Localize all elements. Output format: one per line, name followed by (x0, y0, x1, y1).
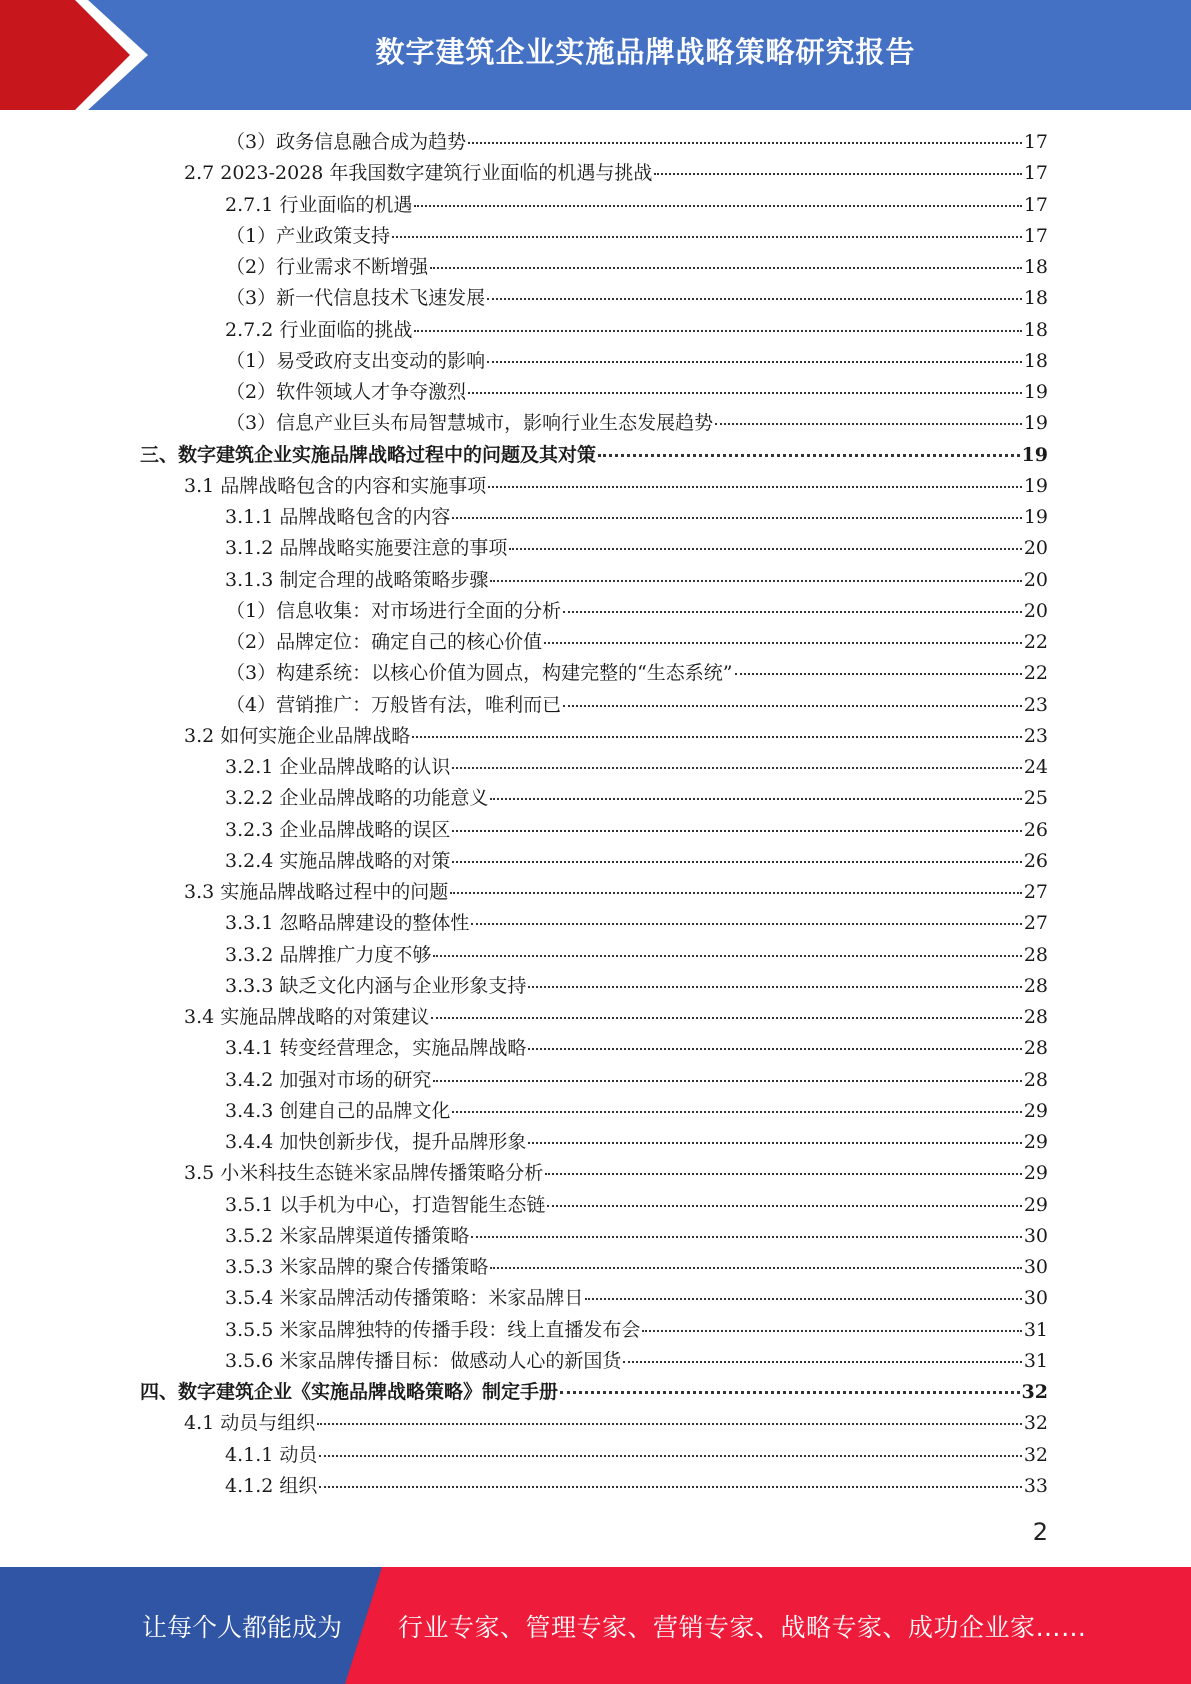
toc-entry-title: （3）新一代信息技术飞速发展 (226, 287, 486, 310)
toc-entry[interactable] (140, 190, 1048, 221)
toc-entry[interactable] (140, 658, 1048, 689)
toc-entry[interactable] (140, 315, 1048, 346)
toc-entry-page: 19 (1023, 412, 1048, 435)
toc-dot-leader (544, 642, 1022, 644)
footer-slogan-left: 让每个人都能成为 (142, 1612, 343, 1642)
toc-entry-page: 17 (1023, 131, 1048, 153)
toc-entry-page: 23 (1023, 693, 1048, 716)
toc-entry[interactable] (140, 846, 1048, 877)
toc-entry-title: 3.5.4 米家品牌活动传播策略：米家品牌日 (225, 1287, 584, 1310)
toc-entry[interactable] (140, 1096, 1048, 1127)
toc-entry[interactable] (140, 565, 1048, 596)
toc-entry[interactable] (140, 1065, 1048, 1096)
toc-entry-page: 26 (1023, 849, 1048, 872)
toc-dot-leader (547, 1205, 1021, 1207)
toc-entry[interactable] (140, 690, 1048, 721)
toc-chapter-entry[interactable] (140, 1377, 1048, 1408)
toc-entry-title: 3.3.1 忽略品牌建设的整体性 (225, 912, 470, 935)
toc-entry-title: 3.4.4 加快创新步伐，提升品牌形象 (225, 1131, 527, 1153)
toc-dot-leader (545, 1173, 1022, 1175)
toc-entry-page: 17 (1023, 162, 1048, 185)
report-title: 数字建筑企业实施品牌战略策略研究报告 (375, 34, 916, 69)
toc-entry-page: 33 (1023, 1474, 1048, 1497)
toc-entry-page: 28 (1023, 1037, 1048, 1060)
toc-dot-leader (452, 861, 1021, 863)
toc-entry[interactable] (140, 283, 1048, 314)
toc-dot-leader (431, 1017, 1022, 1019)
toc-entry-page: 19 (1023, 506, 1048, 528)
toc-entry-title: 3.2.2 企业品牌战略的功能意义 (225, 787, 489, 810)
toc-entry-title: 3.4.2 加强对市场的研究 (225, 1068, 432, 1091)
toc-dot-leader (488, 486, 1022, 488)
toc-dot-leader (585, 1298, 1021, 1300)
toc-dot-leader (471, 1236, 1021, 1238)
toc-dot-leader (430, 267, 1022, 269)
toc-entry-title: 3.5.2 米家品牌渠道传播策略 (225, 1224, 470, 1247)
toc-entry-page: 17 (1023, 193, 1048, 216)
toc-entry-title: 3.3.3 缺乏文化内涵与企业形象支持 (225, 974, 527, 997)
toc-entry-page: 28 (1023, 943, 1048, 966)
toc-dot-leader (414, 205, 1021, 207)
toc-entry-title: （2）行业需求不断增强 (226, 256, 429, 278)
toc-entry-title: 三、数字建筑企业实施品牌战略过程中的问题及其对策 (140, 443, 597, 466)
toc-entry-page: 29 (1023, 1193, 1048, 1216)
toc-entry[interactable] (140, 971, 1048, 1002)
toc-entry-title: 3.1.1 品牌战略包含的内容 (225, 506, 451, 528)
toc-entry-title: 3.5.5 米家品牌独特的传播手段：线上直播发布会 (225, 1318, 641, 1341)
toc-dot-leader (468, 392, 1022, 394)
toc-entry[interactable] (140, 408, 1048, 439)
toc-entry-page: 30 (1023, 1224, 1048, 1247)
toc-entry[interactable] (140, 1315, 1048, 1346)
toc-entry-page: 27 (1023, 881, 1048, 903)
toc-entry-title: 3.3 实施品牌战略过程中的问题 (184, 881, 449, 903)
toc-dot-leader (414, 330, 1021, 332)
toc-entry-title: 4.1.1 动员 (225, 1443, 318, 1466)
toc-entry-page: 18 (1023, 349, 1048, 372)
toc-dot-leader (598, 454, 1020, 457)
toc-entry-title: 3.4 实施品牌战略的对策建议 (184, 1006, 430, 1028)
toc-entry-page: 30 (1023, 1256, 1048, 1278)
toc-entry-page: 28 (1023, 1068, 1048, 1091)
page-footer (0, 1567, 1191, 1684)
toc-entry-title: 3.1 品牌战略包含的内容和实施事项 (184, 474, 487, 497)
toc-entry[interactable] (140, 471, 1048, 502)
toc-entry[interactable] (140, 1033, 1048, 1064)
toc-entry-title: （3）构建系统：以核心价值为圆点，构建完整的“生态系统” (226, 662, 733, 685)
toc-entry-title: 4.1 动员与组织 (184, 1412, 316, 1435)
toc-entry-page: 20 (1023, 537, 1048, 560)
toc-dot-leader (563, 705, 1022, 707)
toc-entry-title: 3.2.4 实施品牌战略的对策 (225, 849, 451, 872)
toc-dot-leader (319, 1486, 1021, 1488)
toc-dot-leader (560, 1391, 1020, 1394)
toc-dot-leader (452, 767, 1021, 769)
toc-entry-title: （2）软件领域人才争夺激烈 (226, 381, 467, 403)
toc-dot-leader (433, 955, 1021, 957)
toc-entry[interactable] (140, 1158, 1048, 1189)
toc-entry-page: 28 (1023, 1006, 1048, 1028)
toc-entry-title: 3.4.3 创建自己的品牌文化 (225, 1099, 451, 1122)
toc-entry-title: （3）政务信息融合成为趋势 (226, 131, 467, 153)
toc-entry[interactable] (140, 1002, 1048, 1033)
toc-dot-leader (528, 986, 1021, 988)
toc-entry-title: 3.2.3 企业品牌战略的误区 (225, 818, 451, 841)
toc-entry-page: 26 (1023, 818, 1048, 841)
toc-entry-title: （1）易受政府支出变动的影响 (226, 349, 486, 372)
toc-entry-page: 18 (1023, 256, 1048, 278)
toc-entry[interactable] (140, 127, 1048, 158)
toc-entry[interactable] (140, 1190, 1048, 1221)
toc-dot-leader (471, 923, 1021, 925)
toc-entry-page: 20 (1023, 599, 1048, 622)
toc-entry[interactable] (140, 940, 1048, 971)
toc-entry-title: 3.5.3 米家品牌的聚合传播策略 (225, 1256, 489, 1278)
toc-entry-title: （1）信息收集：对市场进行全面的分析 (226, 599, 562, 622)
table-of-contents (140, 127, 1048, 1502)
toc-entry-title: 3.1.3 制定合理的战略策略步骤 (225, 568, 489, 591)
toc-entry-title: （1）产业政策支持 (226, 224, 391, 247)
toc-dot-leader (452, 517, 1021, 519)
toc-entry-title: 2.7.2 行业面临的挑战 (225, 318, 413, 341)
toc-entry-page: 32 (1023, 1443, 1048, 1466)
toc-dot-leader (654, 173, 1021, 175)
toc-entry-page: 19 (1023, 381, 1048, 403)
toc-entry-page: 31 (1023, 1349, 1048, 1372)
toc-entry[interactable] (140, 1221, 1048, 1252)
toc-entry-title: 3.5.1 以手机为中心，打造智能生态链 (225, 1193, 546, 1216)
page-header (0, 0, 1191, 110)
toc-entry-page: 23 (1023, 724, 1048, 747)
toc-entry[interactable] (140, 252, 1048, 283)
toc-entry-title: 4.1.2 组织 (225, 1474, 318, 1497)
toc-dot-leader (490, 1267, 1021, 1269)
page-number: 2 (1032, 1518, 1048, 1546)
toc-entry-page: 25 (1023, 787, 1048, 810)
toc-dot-leader (487, 298, 1022, 300)
toc-entry[interactable] (140, 752, 1048, 783)
toc-entry[interactable] (140, 1440, 1048, 1471)
toc-entry[interactable] (140, 1346, 1048, 1377)
toc-entry-page: 19 (1023, 474, 1048, 497)
toc-dot-leader (735, 673, 1022, 675)
toc-entry[interactable] (140, 721, 1048, 752)
toc-entry[interactable] (140, 815, 1048, 846)
toc-entry[interactable] (140, 1283, 1048, 1314)
toc-dot-leader (433, 1080, 1021, 1082)
toc-entry-title: 3.3.2 品牌推广力度不够 (225, 943, 432, 966)
toc-entry[interactable] (140, 877, 1048, 908)
toc-dot-leader (392, 236, 1022, 238)
toc-entry[interactable] (140, 627, 1048, 658)
toc-entry-page: 18 (1023, 287, 1048, 310)
toc-dot-leader (319, 1455, 1021, 1457)
toc-entry[interactable] (140, 1471, 1048, 1502)
toc-entry-page: 29 (1023, 1099, 1048, 1122)
toc-dot-leader (528, 1048, 1021, 1050)
toc-entry-page: 19 (1021, 443, 1048, 466)
toc-dot-leader (528, 1142, 1021, 1144)
toc-entry[interactable] (140, 908, 1048, 939)
toc-entry-title: （4）营销推广：万般皆有法，唯利而已 (226, 693, 562, 716)
toc-entry-page: 22 (1023, 662, 1048, 685)
toc-dot-leader (487, 361, 1022, 363)
toc-entry-page: 27 (1023, 912, 1048, 935)
toc-entry[interactable] (140, 596, 1048, 627)
toc-entry-page: 28 (1023, 974, 1048, 997)
toc-entry-title: 2.7 2023-2028 年我国数字建筑行业面临的机遇与挑战 (184, 162, 653, 185)
toc-entry-page: 32 (1023, 1412, 1048, 1435)
toc-entry-title: （3）信息产业巨头布局智慧城市，影响行业生态发展趋势 (226, 412, 714, 435)
toc-entry-title: 3.2.1 企业品牌战略的认识 (225, 756, 451, 778)
toc-entry-page: 24 (1023, 756, 1048, 778)
toc-dot-leader (452, 1111, 1021, 1113)
toc-entry-page: 29 (1023, 1162, 1048, 1185)
toc-dot-leader (623, 1361, 1021, 1363)
toc-dot-leader (412, 736, 1022, 738)
toc-chapter-entry[interactable] (140, 440, 1048, 471)
toc-entry[interactable] (140, 1127, 1048, 1158)
toc-entry-page: 18 (1023, 318, 1048, 341)
toc-entry[interactable] (140, 377, 1048, 408)
toc-dot-leader (490, 798, 1021, 800)
toc-entry[interactable] (140, 783, 1048, 814)
toc-entry-page: 32 (1021, 1381, 1048, 1403)
toc-dot-leader (468, 142, 1022, 144)
toc-dot-leader (715, 423, 1022, 425)
toc-entry-title: 3.5 小米科技生态链米家品牌传播策略分析 (184, 1162, 544, 1185)
toc-entry[interactable] (140, 1408, 1048, 1439)
toc-entry-title: 2.7.1 行业面临的机遇 (225, 193, 413, 216)
toc-entry-page: 29 (1023, 1131, 1048, 1153)
toc-dot-leader (490, 580, 1021, 582)
toc-entry[interactable] (140, 221, 1048, 252)
toc-entry-title: 3.4.1 转变经营理念，实施品牌战略 (225, 1037, 527, 1060)
toc-dot-leader (642, 1330, 1021, 1332)
toc-entry[interactable] (140, 1252, 1048, 1283)
toc-dot-leader (450, 892, 1022, 894)
toc-entry-page: 17 (1023, 224, 1048, 247)
toc-dot-leader (509, 548, 1021, 550)
toc-entry[interactable] (140, 502, 1048, 533)
toc-entry[interactable] (140, 533, 1048, 564)
toc-entry-title: 3.2 如何实施企业品牌战略 (184, 724, 411, 747)
toc-entry[interactable] (140, 158, 1048, 189)
toc-entry-title: 四、数字建筑企业《实施品牌战略策略》制定手册 (140, 1381, 559, 1403)
footer-slogan-right: 行业专家、管理专家、营销专家、战略专家、成功企业家…… (398, 1612, 1087, 1642)
toc-entry-title: 3.1.2 品牌战略实施要注意的事项 (225, 537, 508, 560)
toc-entry-page: 20 (1023, 568, 1048, 591)
toc-dot-leader (563, 611, 1022, 613)
toc-entry-title: （2）品牌定位：确定自己的核心价值 (226, 631, 543, 653)
toc-dot-leader (317, 1423, 1022, 1425)
toc-entry-page: 31 (1023, 1318, 1048, 1341)
toc-entry[interactable] (140, 346, 1048, 377)
toc-dot-leader (452, 830, 1021, 832)
toc-entry-page: 22 (1023, 631, 1048, 653)
toc-entry-page: 30 (1023, 1287, 1048, 1310)
toc-entry-title: 3.5.6 米家品牌传播目标：做感动人心的新国货 (225, 1349, 622, 1372)
header-arrow-decoration (0, 0, 160, 110)
